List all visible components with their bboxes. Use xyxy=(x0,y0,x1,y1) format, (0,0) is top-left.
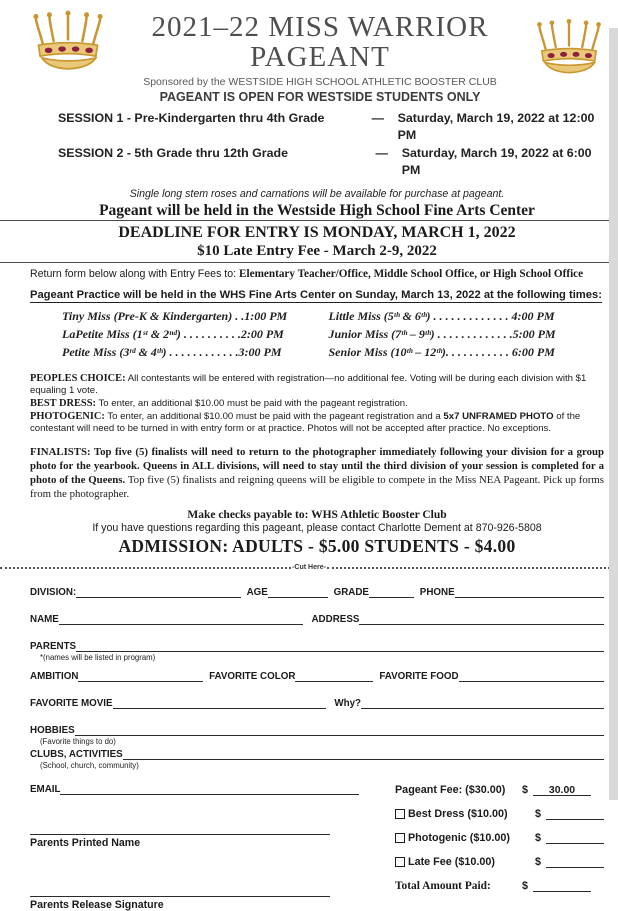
pageant-fee-amount: 30.00 xyxy=(533,784,591,796)
photogenic-label: PHOTOGENIC: xyxy=(30,411,105,423)
bottom-left-column xyxy=(30,784,359,911)
session-1-time: Saturday, March 19, 2022 at 12:00 PM xyxy=(397,110,595,143)
best-dress-text: To enter, an additional $10.00 must be paid with the pageant registration. xyxy=(98,398,408,410)
late-fee-currency: $ xyxy=(534,856,541,869)
photogenic-fee-label: Photogenic ($10.00) xyxy=(407,832,510,845)
cut-here-line xyxy=(0,564,618,571)
favorite-movie-row xyxy=(30,698,604,709)
scan-edge-artifact xyxy=(609,28,618,800)
clubs-activities-field xyxy=(123,750,604,760)
best-dress-amount-field xyxy=(546,808,604,820)
divider-line xyxy=(0,262,618,263)
practice-schedule xyxy=(30,307,604,361)
contact-line: If you have questions regarding this pageant, please contact Charlotte Dement at 870-926-5808 xyxy=(92,522,542,535)
best-dress-fee-label: Best Dress ($10.00) xyxy=(407,808,508,821)
parents-note: *(names will be listed in program) xyxy=(40,653,156,663)
session-1-row xyxy=(58,110,604,145)
practice-section xyxy=(30,280,604,361)
form-bottom xyxy=(30,784,604,911)
pageant-fee-row xyxy=(395,784,604,796)
sessions-block xyxy=(30,110,604,179)
hobbies-label: HOBBIES xyxy=(30,725,75,737)
admission-heading: ADMISSION: ADULTS - $5.00 STUDENTS - $4.00 xyxy=(118,536,516,557)
deadline-heading: DEADLINE FOR ENTRY IS MONDAY, MARCH 1, 2022 xyxy=(118,224,516,242)
best-dress-fee-row xyxy=(395,808,604,820)
session-1-dash: — xyxy=(371,110,384,125)
return-instructions xyxy=(30,268,604,280)
session-2-time: Saturday, March 19, 2022 at 6:00 PM xyxy=(401,145,592,177)
parents-row xyxy=(30,641,604,652)
address-field xyxy=(359,615,604,625)
total-amount-label: Total Amount Paid: xyxy=(394,880,491,893)
ambition-field xyxy=(78,672,203,682)
hobbies-row xyxy=(30,725,604,736)
division-row xyxy=(30,587,604,598)
parents-release-signature-label: Parents Release Signature xyxy=(30,899,164,911)
phone-label: PHONE xyxy=(419,587,455,599)
photogenic-checkbox xyxy=(395,833,405,843)
parents-release-signature-field xyxy=(30,887,330,897)
age-label: AGE xyxy=(246,587,268,599)
practice-right-column xyxy=(328,307,604,361)
total-row xyxy=(395,880,604,892)
session-2-label: SESSION 2 - 5th Grade thru 12th Grade xyxy=(58,145,288,160)
entry-form xyxy=(30,587,604,911)
finalists-paragraph xyxy=(30,445,604,501)
hobbies-note: (Favorite things to do) xyxy=(40,737,116,747)
peoples-choice-text: All contestants will be entered with registration—no additional fee. Voting will be during each division with $1 equaling 1 vote. xyxy=(30,373,587,397)
cut-dots-right xyxy=(327,567,618,569)
phone-field xyxy=(455,588,604,598)
practice-time-petite-miss: Petite Miss (3ʳᵈ & 4ᵗʰ) . . . . . . . . . . . .3:00 PM xyxy=(62,345,282,360)
best-dress-currency: $ xyxy=(534,808,541,821)
divider-line xyxy=(0,220,618,221)
practice-time-lapetite-miss: LaPetite Miss (1ˢᵗ & 2ⁿᵈ) . . . . . . . . . .2:00 PM xyxy=(62,327,284,342)
favorite-food-field xyxy=(459,672,604,682)
practice-left-column xyxy=(30,307,328,361)
favorite-color-label: FAVORITE COLOR xyxy=(209,671,296,683)
favorite-color-field xyxy=(295,672,373,682)
photogenic-photo-requirement: 5x7 UNFRAMED PHOTO xyxy=(443,411,554,423)
ambition-row xyxy=(30,671,604,682)
email-label: EMAIL xyxy=(30,784,61,796)
checks-payable-label: Make checks payable to: xyxy=(187,509,309,522)
peoples-choice-label: PEOPLES CHOICE: xyxy=(30,373,126,385)
photogenic-text-2: of the contestant will need to be turned in with entry form or at practice. Photos will not be accepted after practice. No exceptions. xyxy=(30,411,581,435)
late-fee-heading: $10 Late Entry Fee - March 2-9, 2022 xyxy=(197,243,437,260)
favorite-movie-label: FAVORITE MOVIE xyxy=(30,698,113,710)
division-field xyxy=(76,588,240,598)
ambition-label: AMBITION xyxy=(30,671,79,683)
favorite-food-label: FAVORITE FOOD xyxy=(379,671,459,683)
fees-column xyxy=(359,784,604,911)
parents-printed-name-field xyxy=(30,825,330,835)
hobbies-field xyxy=(75,726,604,736)
why-label: Why? xyxy=(334,698,362,710)
session-2-dash: — xyxy=(375,145,388,160)
grade-field xyxy=(369,588,414,598)
photogenic-amount-field xyxy=(546,832,604,844)
practice-time-senior-miss: Senior Miss (10ᵗʰ – 12ᵗʰ). . . . . . . . . . . 6:00 PM xyxy=(328,345,555,360)
division-label: DIVISION: xyxy=(30,587,77,599)
age-field xyxy=(268,588,328,598)
return-locations: Elementary Teacher/Office, Middle School Office, or High School Office xyxy=(239,268,584,281)
parents-printed-name-label: Parents Printed Name xyxy=(30,837,141,850)
photogenic-currency: $ xyxy=(534,832,541,845)
payment-info xyxy=(30,509,604,557)
parents-label: PARENTS xyxy=(30,641,77,653)
email-row xyxy=(30,784,359,795)
photogenic-fee-row xyxy=(395,832,604,844)
grade-label: GRADE xyxy=(333,587,369,599)
crown-icon xyxy=(534,16,604,83)
practice-time-junior-miss: Junior Miss (7ᵗʰ – 9ᵗʰ) . . . . . . . . . . . . .5:00 PM xyxy=(328,327,556,342)
photogenic-text-1: To enter, an additional $10.00 must be paid with the pageant registration and a xyxy=(107,411,441,423)
late-fee-amount-field xyxy=(546,856,604,868)
session-1-label: SESSION 1 - Pre-Kindergarten thru 4th Grade xyxy=(58,110,325,125)
late-fee-checkbox xyxy=(395,857,405,867)
practice-heading: Pageant Practice will be held in the WHS Fine Arts Center on Sunday, March 13, 2022 at the following times: xyxy=(30,289,602,302)
practice-time-little-miss: Little Miss (5ᵗʰ & 6ᵗʰ) . . . . . . . . . . . . . 4:00 PM xyxy=(328,309,555,324)
header-text xyxy=(106,4,534,104)
location-heading: Pageant will be held in the Westside High School Fine Arts Center xyxy=(99,202,535,220)
session-2-row xyxy=(58,145,604,180)
sponsor-line: Sponsored by the WESTSIDE HIGH SCHOOL ATHLETIC BOOSTER CLUB xyxy=(143,75,497,88)
practice-time-tiny-miss: Tiny Miss (Pre-K & Kindergarten) . .1:00 PM xyxy=(62,309,288,324)
late-fee-row xyxy=(395,856,604,868)
pageant-fee-label: Pageant Fee: ($30.00) xyxy=(394,784,506,797)
return-label: Return form below along with Entry Fees to: xyxy=(30,268,237,281)
late-fee-label: Late Fee ($10.00) xyxy=(407,856,496,869)
checks-payable-line xyxy=(30,509,604,521)
clubs-activities-label: CLUBS, ACTIVITIES xyxy=(30,749,123,761)
finalists-regular-text: Top five (5) finalists and reigning queens will be eligible to compete in the Miss NEA Pageant. Pick up forms from the photographer. xyxy=(30,474,604,501)
checks-payee: WHS Athletic Booster Club xyxy=(311,509,447,522)
roses-notice: Single long stem roses and carnations will be available for purchase at pageant. xyxy=(129,188,505,201)
parents-field xyxy=(76,642,604,652)
favorite-movie-field xyxy=(113,699,327,709)
best-dress-checkbox xyxy=(395,809,405,819)
finalists-bold-text: FINALISTS: Top five (5) finalists will need to return to the photographer immediately following your division for a group photo for the yearbook. Queens in ALL divisions, will need to stay until the third division of your session is completed for a photo of the Queens. xyxy=(30,446,604,487)
pageant-fee-currency: $ xyxy=(521,784,528,797)
crown-icon xyxy=(30,8,106,79)
page-title: 2021–22 MISS WARRIOR PAGEANT xyxy=(151,11,489,74)
name-field xyxy=(59,615,304,625)
clubs-note: (School, church, community) xyxy=(40,761,139,771)
email-field xyxy=(60,785,359,795)
name-label: NAME xyxy=(30,614,59,626)
address-label: ADDRESS xyxy=(311,614,360,626)
open-notice: PAGEANT IS OPEN FOR WESTSIDE STUDENTS ONLY xyxy=(159,89,481,104)
entry-categories xyxy=(30,372,604,435)
photogenic-paragraph xyxy=(30,410,604,435)
clubs-row xyxy=(30,749,604,760)
cut-dots-left xyxy=(0,567,291,569)
cut-here-label: -Cut Here- xyxy=(292,564,326,572)
total-currency: $ xyxy=(521,880,528,893)
total-amount-field xyxy=(533,880,591,892)
best-dress-label: BEST DRESS: xyxy=(30,398,96,410)
header xyxy=(30,4,604,104)
why-field xyxy=(361,699,604,709)
name-row xyxy=(30,614,604,625)
peoples-choice-paragraph xyxy=(30,372,604,397)
best-dress-paragraph xyxy=(30,397,604,410)
